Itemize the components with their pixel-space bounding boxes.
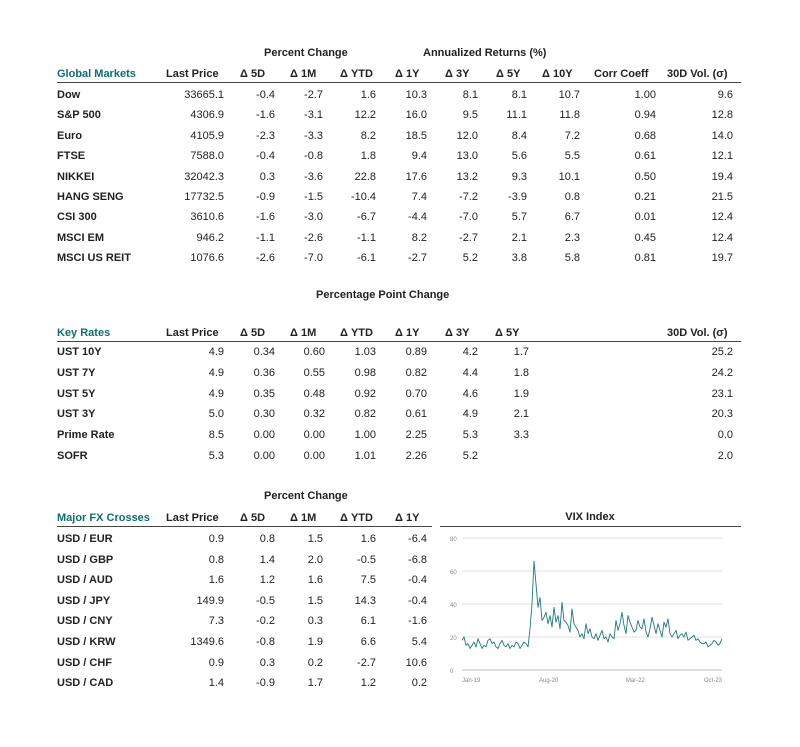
table-cell: 9.5 [462,109,478,122]
column-header: Δ 5D [240,68,266,80]
table-cell: 5.8 [564,252,580,265]
table-cell: 0.8 [564,191,580,203]
table-cell: 1076.6 [190,252,224,265]
table-cell: 4.6 [462,387,478,400]
table-cell: -4.4 [408,211,427,224]
table-cell: 33665.1 [184,89,224,101]
row-label: MSCI EM [57,231,105,244]
table-cell: 22.8 [354,170,376,183]
row-label: HANG SENG [57,191,124,203]
table-cell: 0.60 [303,346,325,358]
table-cell: -3.1 [304,109,323,122]
table-cell: 5.7 [511,211,527,224]
table-cell: 2.26 [405,450,427,462]
table-cell: 11.8 [559,109,580,122]
column-header: 30D Vol. (σ) [667,327,728,339]
column-header: Δ 1M [290,68,317,80]
row-label: MSCI US REIT [57,252,131,265]
x-tick-label: Jan-19 [462,678,481,684]
table-cell: 7588.0 [190,150,224,163]
table-cell: 0.70 [405,387,427,400]
table-cell: 5.3 [208,450,224,462]
table-cell: 19.4 [711,170,733,183]
table-cell: 2.0 [307,553,323,566]
table-cell: -6.8 [408,553,427,566]
table-cell: 1349.6 [190,636,224,648]
table-cell: 13.0 [456,150,478,163]
table-cell: 17.6 [405,170,427,183]
table-cell: -1.1 [357,231,376,244]
table-cell: -6.1 [357,252,376,265]
table-cell: -2.7 [408,252,427,265]
table-cell: 24.2 [711,366,733,379]
table-cell: 19.7 [711,252,733,265]
table-cell: -7.2 [459,191,478,203]
table-cell: 21.5 [711,191,733,203]
table-cell: 946.2 [196,231,224,244]
table-cell: 0.94 [634,109,656,122]
column-header: Δ 5Y [495,327,520,339]
table-cell: -0.8 [304,150,323,163]
table-cell: -3.3 [304,129,323,142]
row-label: UST 3Y [57,408,96,421]
table-cell: -0.4 [408,594,427,607]
table-cell: 14.0 [711,129,733,142]
table-cell: -6.7 [357,211,376,224]
table-cell: 2.25 [405,429,427,442]
table-cell: 0.2 [307,656,323,669]
table-cell: 13.2 [456,170,478,183]
row-label: USD / KRW [57,636,116,648]
table-cell: 11.1 [506,109,527,122]
table-cell: 5.0 [208,408,224,421]
column-header: 30D Vol. (σ) [667,68,728,80]
row-label: USD / GBP [57,553,114,566]
table-cell: 5.3 [462,429,478,442]
table-cell: 8.1 [511,89,527,101]
table-cell: 0.9 [208,533,224,545]
table-cell: 7.3 [208,615,224,628]
table-cell: 0.48 [303,387,325,400]
column-header: Last Price [166,327,219,339]
table-cell: 25.2 [711,346,733,358]
table-cell: 5.5 [564,150,580,163]
column-header: Last Price [166,512,219,524]
table-cell: 2.3 [564,231,580,244]
table-cell: -0.4 [256,150,275,163]
table-cell: 0.8 [208,553,224,566]
table-cell: 1.4 [259,553,275,566]
column-header: Δ 1Y [395,327,420,339]
y-tick-label: 60 [450,570,457,576]
table-cell: 1.5 [307,594,323,607]
table-cell: 0.2 [411,677,427,690]
row-label: UST 10Y [57,346,102,358]
table-cell: -3.0 [304,211,323,224]
table-cell: 0.8 [259,533,275,545]
table-cell: 7.5 [360,574,376,587]
table-cell: 8.1 [462,89,478,101]
table-cell: 0.82 [354,408,376,421]
table-cell: 5.2 [462,252,478,265]
table-cell: 1.8 [360,150,376,163]
column-header: Δ 1Y [395,68,420,80]
table-cell: 10.1 [558,170,580,183]
column-header: Δ 5Y [496,68,521,80]
table-cell: 2.1 [511,231,527,244]
table-cell: -2.7 [304,89,323,101]
table-cell: -10.4 [350,191,376,203]
table-cell: 17732.5 [184,191,224,203]
table-cell: -0.4 [256,89,275,101]
table-cell: 9.6 [717,89,733,101]
table-cell: 23.1 [711,387,733,400]
table-cell: -2.6 [256,252,275,265]
table-cell: 9.4 [411,150,427,163]
row-label: USD / EUR [57,533,113,545]
column-header: Δ YTD [340,68,373,80]
table-cell: 12.0 [456,129,478,142]
y-tick-label: 80 [450,537,457,543]
table-cell: 0.21 [634,191,656,203]
table-cell: 12.4 [711,211,733,224]
table-cell: 7.4 [411,191,427,203]
row-label: USD / JPY [57,594,111,607]
row-label: S&P 500 [57,109,101,122]
table-cell: 18.5 [405,129,427,142]
column-header: Δ 1M [290,327,317,339]
table-cell: 0.3 [307,615,323,628]
table-cell: 0.98 [354,366,376,379]
table-cell: 3.3 [513,429,529,442]
table-cell: -0.5 [256,594,275,607]
table-cell: 0.30 [253,408,275,421]
table-cell: -0.2 [256,615,275,628]
table-cell: 1.9 [513,387,529,400]
markets-header-rule [57,82,741,83]
table-cell: 10.3 [405,89,427,101]
table-cell: 1.6 [208,574,224,587]
table-cell: -1.6 [256,109,275,122]
table-cell: -2.7 [357,656,376,669]
y-tick-label: 40 [450,603,457,609]
table-cell: 0.50 [634,170,656,183]
column-header: Δ YTD [340,512,373,524]
table-cell: 4105.9 [190,129,224,142]
table-cell: 0.00 [303,429,325,442]
table-cell: 4.4 [462,366,478,379]
table-cell: 1.4 [208,677,224,690]
table-cell: 1.6 [307,574,323,587]
markets-section-title: Global Markets [57,68,136,80]
table-cell: -7.0 [459,211,478,224]
table-cell: 0.81 [634,252,656,265]
table-cell: -0.9 [256,191,275,203]
table-cell: -2.6 [304,231,323,244]
table-cell: 3610.6 [190,211,224,224]
table-cell: 1.7 [307,677,323,690]
table-cell: 1.00 [354,429,376,442]
column-header: Corr Coeff [594,68,649,80]
column-header: Δ YTD [340,327,373,339]
column-header: Δ 3Y [445,68,470,80]
markets-annualized-title: Annualized Returns (%) [423,47,547,59]
table-cell: 0.61 [634,150,656,163]
table-cell: 2.0 [717,450,733,462]
table-cell: 5.6 [511,150,527,163]
table-cell: -0.8 [256,636,275,648]
row-label: SOFR [57,450,88,462]
table-cell: -0.4 [408,574,427,587]
table-cell: 12.2 [354,109,376,122]
row-label: UST 5Y [57,387,96,400]
table-cell: 0.34 [253,346,275,358]
table-cell: 0.89 [405,346,427,358]
table-cell: 0.55 [303,366,325,379]
chart-title: VIX Index [565,511,615,523]
row-label: USD / CNY [57,615,113,628]
table-cell: 4.9 [208,366,224,379]
table-cell: 6.7 [564,211,580,224]
row-label: Prime Rate [57,429,115,442]
table-cell: 7.2 [564,129,580,142]
table-cell: 149.9 [196,594,224,607]
row-label: Euro [57,129,83,142]
table-cell: 0.32 [303,408,325,421]
table-cell: -2.7 [459,231,478,244]
table-cell: 1.00 [634,89,656,101]
series-line-vix [462,561,722,648]
table-cell: 12.1 [711,150,733,163]
table-cell: 0.00 [303,450,325,462]
column-header: Δ 3Y [445,327,470,339]
fx-header-rule [57,526,432,527]
table-cell: 0.3 [259,170,275,183]
table-cell: 1.7 [513,346,529,358]
table-cell: 4306.9 [190,109,224,122]
row-label: USD / AUD [57,574,113,587]
table-cell: 1.5 [307,533,323,545]
table-cell: 1.6 [360,89,376,101]
table-cell: 6.1 [360,615,376,628]
table-cell: 10.6 [405,656,427,669]
table-cell: 0.9 [208,656,224,669]
y-tick-label: 20 [450,636,457,642]
table-cell: 0.92 [354,387,376,400]
table-cell: 8.2 [360,129,376,142]
table-cell: 0.68 [634,129,656,142]
table-cell: 1.9 [307,636,323,648]
table-cell: -1.6 [408,615,427,628]
rates-percentage-point-title: Percentage Point Change [316,289,450,301]
table-cell: 4.2 [462,346,478,358]
table-cell: 5.2 [462,450,478,462]
chart-header-rule [440,526,741,527]
table-cell: 1.03 [354,346,376,358]
table-cell: 1.6 [360,533,376,545]
table-cell: 12.4 [711,231,733,244]
table-cell: -7.0 [304,252,323,265]
table-cell: 0.0 [717,429,733,442]
markets-percent-change-title: Percent Change [264,47,348,59]
table-cell: 0.00 [253,429,275,442]
table-cell: 0.45 [634,231,656,244]
column-header: Δ 5D [240,327,266,339]
row-label: USD / CHF [57,656,112,669]
row-label: USD / CAD [57,677,114,690]
table-cell: -6.4 [408,533,427,545]
x-tick-label: Oct-23 [703,678,722,684]
table-cell: -2.3 [256,129,275,142]
table-cell: 1.01 [354,450,376,462]
table-cell: -1.1 [256,231,275,244]
table-cell: 0.01 [634,211,656,224]
row-label: FTSE [57,150,86,163]
table-cell: -1.5 [304,191,323,203]
table-cell: 16.0 [405,109,427,122]
table-cell: 10.7 [558,89,580,101]
column-header: Δ 5D [240,512,266,524]
rates-section-title: Key Rates [57,327,111,339]
table-cell: 4.9 [208,387,224,400]
table-cell: 6.6 [360,636,376,648]
row-label: UST 7Y [57,366,96,379]
row-label: Dow [57,89,81,101]
x-tick-label: Mar-22 [625,678,645,684]
table-cell: 14.3 [354,594,376,607]
table-cell: 12.8 [711,109,733,122]
y-tick-label: 0 [450,669,454,675]
table-cell: 4.9 [462,408,478,421]
table-cell: 9.3 [511,170,527,183]
table-cell: 0.61 [405,408,427,421]
column-header: Δ 1Y [395,512,420,524]
vix-chart [440,530,750,690]
table-cell: 0.35 [253,387,275,400]
table-cell: 1.2 [360,677,376,690]
table-cell: 8.4 [511,129,527,142]
rates-header-rule [57,341,741,342]
table-cell: 20.3 [711,408,733,421]
table-cell: 0.36 [253,366,275,379]
column-header: Δ 1M [290,512,317,524]
table-cell: 32042.3 [184,170,224,183]
column-header: Δ 10Y [542,68,573,80]
table-cell: 1.2 [259,574,275,587]
fx-section-title: Major FX Crosses [57,512,150,524]
x-tick-label: Aug-20 [538,678,559,684]
table-cell: 3.8 [511,252,527,265]
fx-percent-change-title: Percent Change [264,490,348,502]
table-cell: -3.9 [508,191,527,203]
row-label: NIKKEI [57,170,95,183]
table-cell: 4.9 [208,346,224,358]
table-cell: -0.9 [256,677,275,690]
table-cell: 1.8 [513,366,529,379]
table-cell: 8.2 [411,231,427,244]
table-cell: -1.6 [256,211,275,224]
column-header: Last Price [166,68,219,80]
table-cell: 0.3 [259,656,275,669]
table-cell: -0.5 [357,553,376,566]
table-cell: 5.4 [411,636,427,648]
table-cell: 8.5 [208,429,224,442]
row-label: CSI 300 [57,211,97,224]
table-cell: 2.1 [513,408,529,421]
table-cell: 0.00 [253,450,275,462]
table-cell: 0.82 [405,366,427,379]
table-cell: -3.6 [304,170,323,183]
